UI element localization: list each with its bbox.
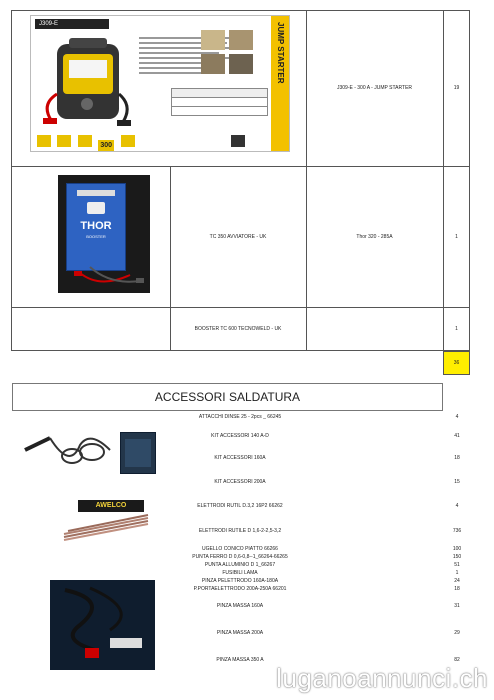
accessory-item: KIT ACCESSORI 160A <box>214 455 266 461</box>
thor-booster-image <box>58 175 150 293</box>
jump-starter-brochure <box>30 15 290 152</box>
section-title: ACCESSORI SALDATURA <box>12 383 443 411</box>
thor-booster-body <box>66 183 126 271</box>
accessory-qty: 4 <box>455 503 459 509</box>
brochure-photo <box>201 30 225 50</box>
accessory-qty: 736 <box>452 528 462 534</box>
brochure-feature-icons <box>37 134 267 148</box>
accessory-qty: 18 <box>454 455 460 461</box>
watermark-part: annunci <box>357 663 452 693</box>
brochure-badge: 300 <box>98 140 114 152</box>
accessory-item: PINZA MASSA 350 A <box>216 657 264 663</box>
total-qty: 36 <box>453 360 460 366</box>
table-row-divider <box>11 166 470 167</box>
brochure-photo <box>229 30 253 50</box>
welding-cables-image <box>20 430 115 470</box>
accessory-item: ATTACCHI DINSE 25 - 2pcs _ 66245 <box>198 414 282 420</box>
row3-description: BOOSTER TC 600 TECNOWELD - UK <box>194 326 282 332</box>
accessory-qty: 4 <box>455 414 459 420</box>
table-row-divider <box>11 307 470 308</box>
accessory-item: PUNTA ALLUMINIO D 1_66267 <box>204 562 276 568</box>
accessory-qty: 24 <box>454 578 460 584</box>
accessory-item: PINZA PELETTRODO 160A-180A <box>201 578 279 584</box>
accessory-item: ELETTRODI RUTILE D 1,6-2-2,5-3,2 <box>198 528 282 534</box>
accessory-qty: 41 <box>454 433 460 439</box>
jump-starter-image <box>39 34 134 134</box>
accessory-item: KIT ACCESSORI 140 A-D <box>211 433 269 439</box>
electrodes-image <box>62 512 150 542</box>
accessory-qty: 15 <box>454 479 460 485</box>
watermark-part: lugano <box>276 663 358 693</box>
thor-sub: BOOSTER <box>86 234 106 239</box>
accessory-item: PINZA MASSA 200A <box>216 630 264 636</box>
brochure-photo <box>229 54 253 74</box>
accessory-qty: 29 <box>454 630 460 636</box>
brochure-photo <box>201 54 225 74</box>
thor-brand: THOR <box>80 220 112 232</box>
brochure-model-tag: J309-E <box>35 19 109 29</box>
brochure-spec-table <box>171 88 268 116</box>
table-col-divider <box>306 10 307 351</box>
accessory-item: PINZA MASSA 160A <box>216 603 264 609</box>
site-watermark <box>276 663 488 694</box>
row2-qty: 1 <box>455 234 458 240</box>
watermark-part: .ch <box>451 663 488 693</box>
table-col-divider <box>443 10 444 351</box>
booster-cables-icon <box>60 263 148 291</box>
table-col-divider <box>170 166 171 351</box>
accessory-qty: 18 <box>454 586 460 592</box>
accessory-item: P.PORTAELETTRODO 200A-250A 66201 <box>193 586 287 592</box>
row1-qty: 19 <box>453 85 460 91</box>
accessory-item: KIT ACCESSORI 200A <box>214 479 266 485</box>
brochure-side-title: JUMP STARTER <box>276 22 285 84</box>
accessory-qty: 150 <box>452 554 462 560</box>
row3-qty: 1 <box>455 326 458 332</box>
accessory-qty: 82 <box>454 657 460 663</box>
accessory-qty: 51 <box>454 562 460 568</box>
accessory-item: FUSIBILI LAMA <box>222 570 258 576</box>
row2-description: TC 350 AVVIATORE - UK <box>209 234 267 240</box>
accessory-qty: 1 <box>455 570 459 576</box>
accessory-item: UGELLO CONICO PIATTO 66266 <box>202 546 278 552</box>
row2-model: Thor 320 - 285A <box>356 234 393 240</box>
awelco-logo: AWELCO <box>78 500 144 512</box>
accessory-qty: 31 <box>454 603 460 609</box>
accessory-qty: 100 <box>452 546 462 552</box>
accessory-item: PUNTA FERRO D 0,6-0,8--1_66264-66265 <box>192 554 288 560</box>
row1-model: J309-E - 300 A - JUMP STARTER <box>336 85 413 91</box>
accessory-item: ELETTRODI RUTIL D.3,2 16P2 66262 <box>197 503 283 509</box>
